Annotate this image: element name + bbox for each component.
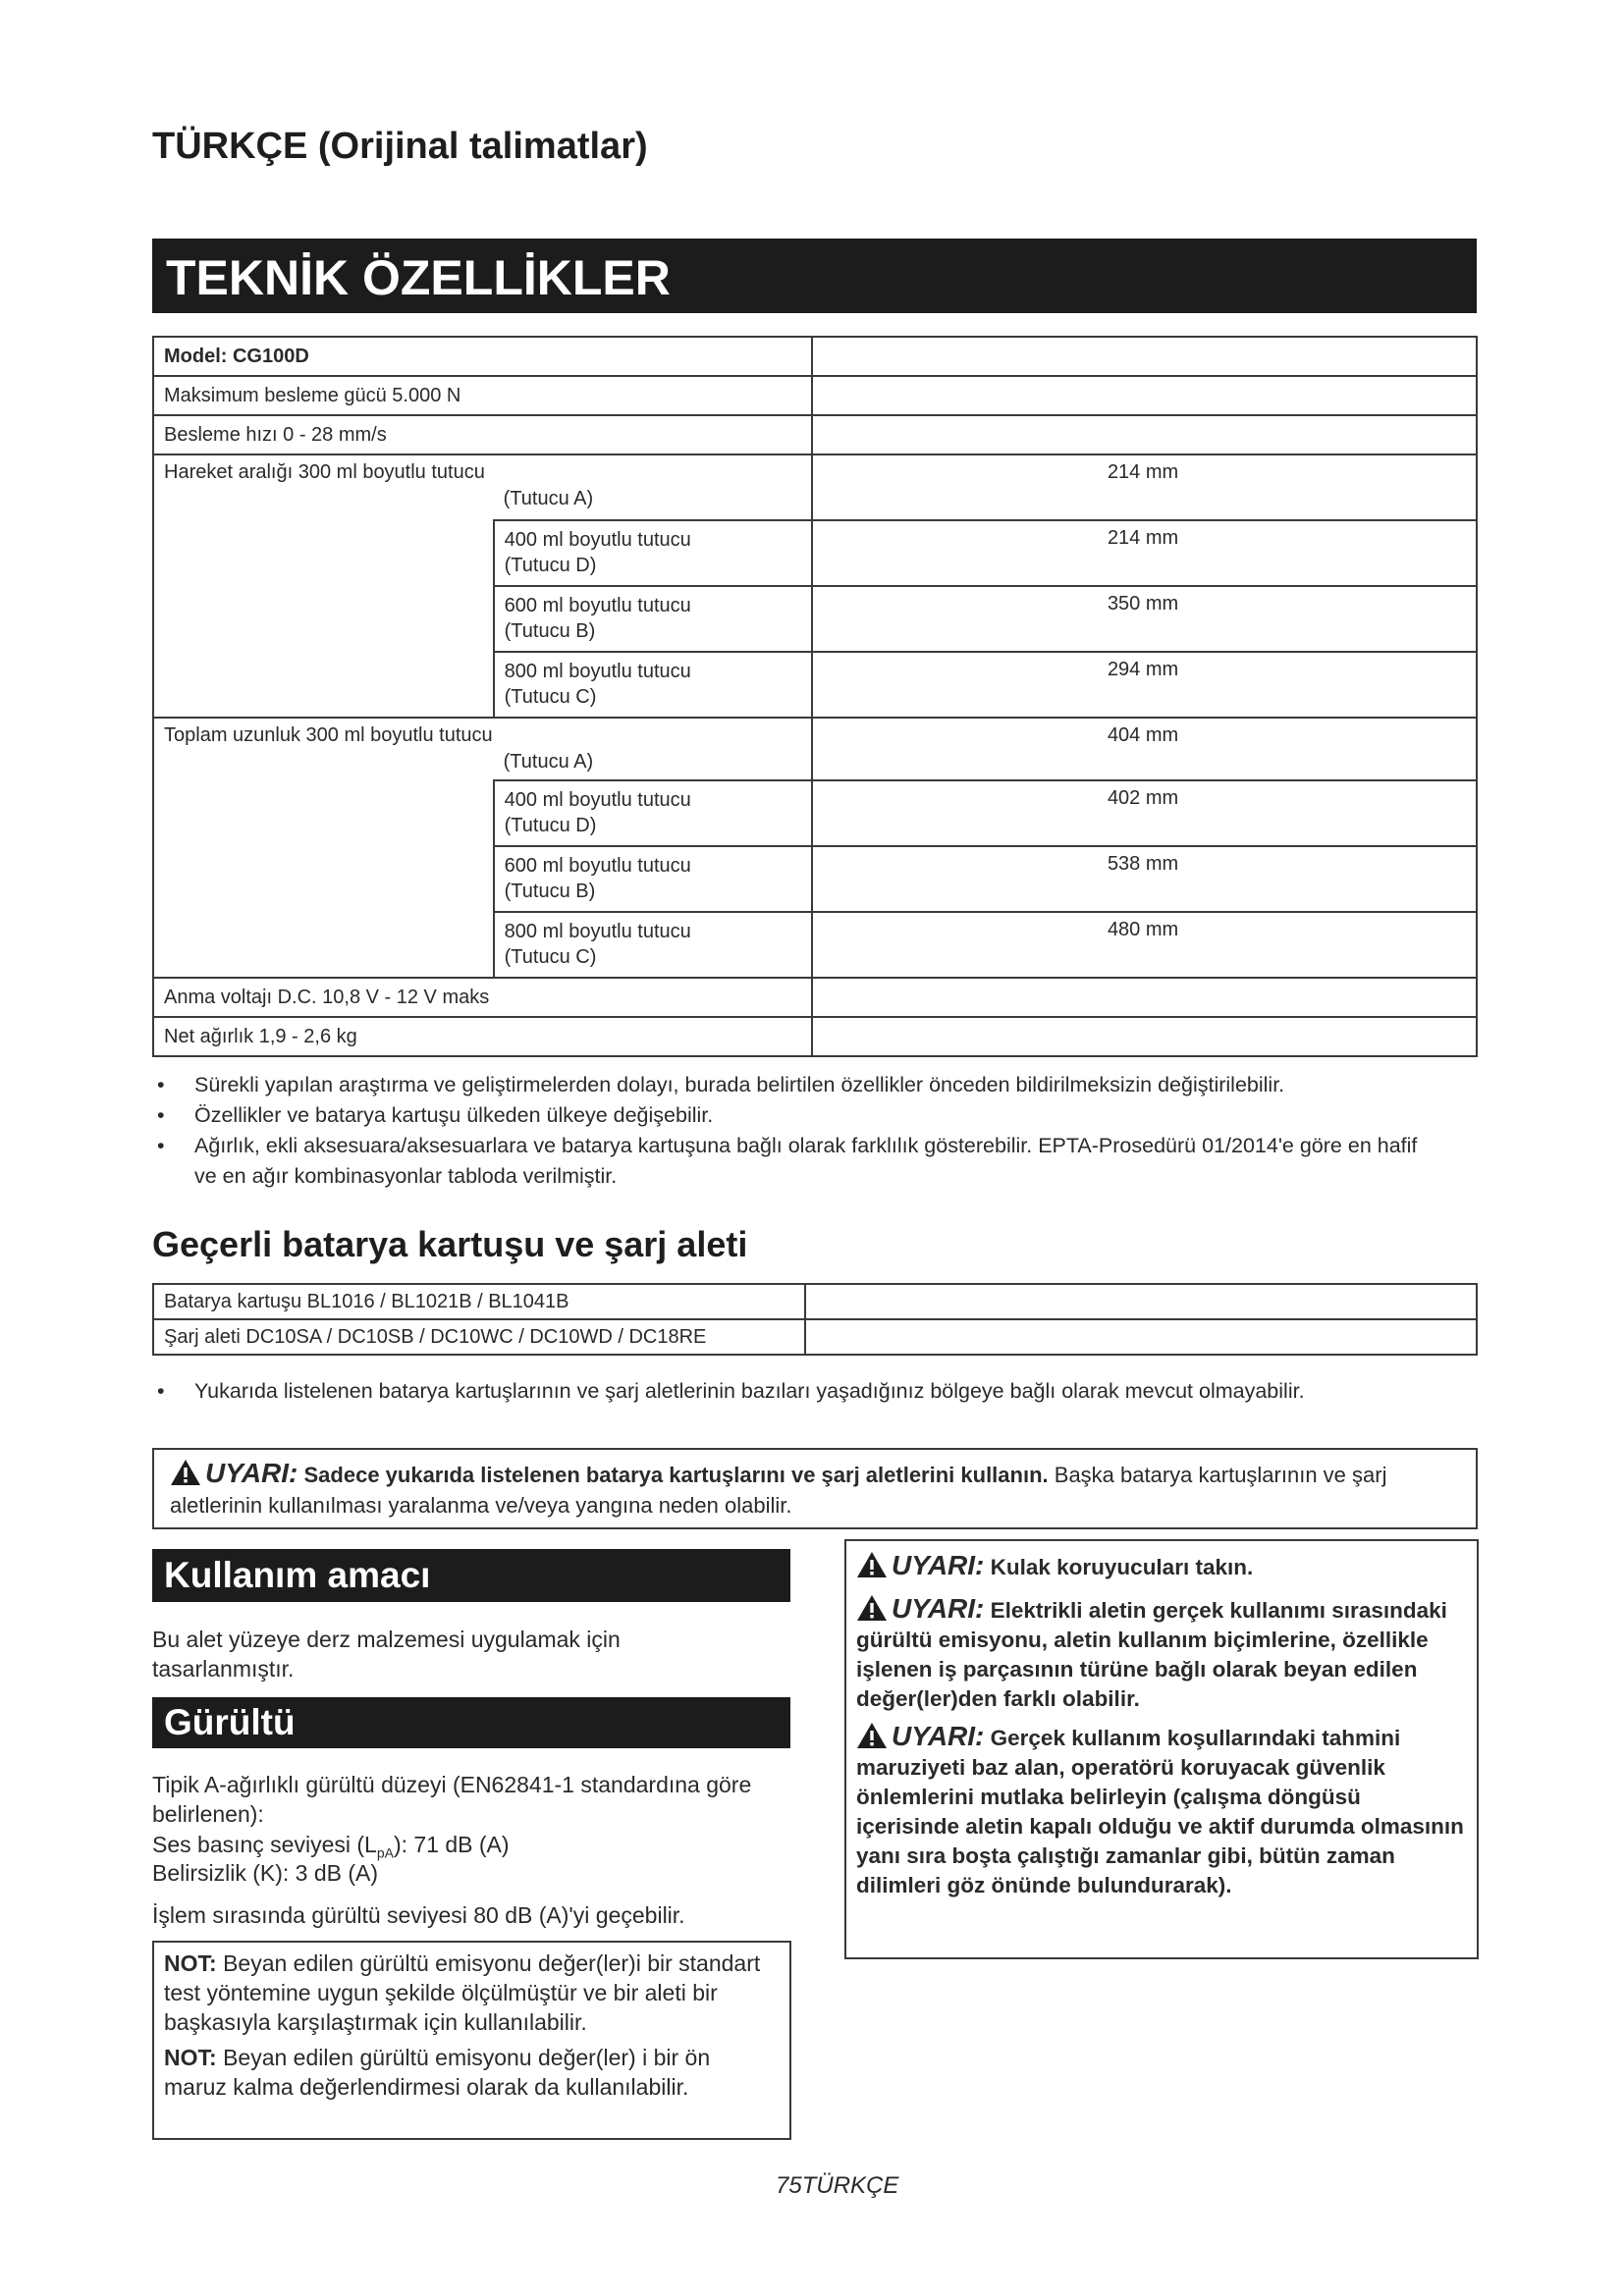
warning-label: UYARI: bbox=[892, 1550, 985, 1580]
empty-cell bbox=[812, 978, 1477, 1017]
warning-text: Kulak koruyucuları takın. bbox=[990, 1555, 1254, 1579]
bullet: • bbox=[157, 1379, 165, 1403]
list-item bbox=[157, 1070, 1492, 1100]
noise-note-1 bbox=[164, 1949, 780, 2037]
holder-id: (Tutucu C) bbox=[504, 686, 597, 708]
holder-id: (Tutucu D) bbox=[504, 555, 597, 576]
holder-id: (Tutucu D) bbox=[504, 815, 597, 836]
battery-cartridge-cell: Batarya kartuşu BL1016 / BL1021B / BL1041B bbox=[153, 1284, 805, 1319]
holder-id: (Tutucu B) bbox=[504, 881, 596, 902]
note-label: NOT: bbox=[164, 2045, 217, 2070]
length-value-a: 404 mm bbox=[812, 718, 1477, 780]
length-value-d: 402 mm bbox=[812, 780, 1477, 846]
noise-note-box bbox=[152, 1941, 791, 2140]
battery-section-title: Geçerli batarya kartuşu ve şarj aleti bbox=[152, 1224, 748, 1264]
weight-cell: Net ağırlık 1,9 - 2,6 kg bbox=[153, 1017, 812, 1056]
length-holder-d bbox=[494, 780, 812, 846]
warning-ear-protection bbox=[856, 1551, 1465, 1582]
empty-cell bbox=[812, 1017, 1477, 1056]
note-text: Sürekli yapılan araştırma ve geliştirmelerden dolayı, burada belirtilen özellikler önceden bildirilmeksizin değiştirilebilir. bbox=[194, 1073, 1285, 1096]
list-item bbox=[157, 1376, 1473, 1407]
model-cell: Model: CG100D bbox=[153, 337, 812, 376]
empty-cell bbox=[812, 415, 1477, 454]
stroke-holder-c bbox=[494, 652, 812, 718]
length-value-c: 480 mm bbox=[812, 912, 1477, 978]
length-label-cell bbox=[153, 718, 494, 978]
warning-label: UYARI: bbox=[892, 1593, 985, 1624]
length-holder-b bbox=[494, 846, 812, 912]
warning-triangle-icon bbox=[856, 1551, 888, 1578]
warning-triangle-icon bbox=[856, 1594, 888, 1622]
empty-cell bbox=[812, 376, 1477, 415]
list-item bbox=[157, 1100, 1492, 1131]
note-text: Ağırlık, ekli aksesuara/aksesuarlara ve batarya kartuşuna bağlı olarak farklılık gösterebilir. EPTA-Prosedürü 01/2014'e göre en hafif ve en ağır kombinasyonlar tabloda verilmiştir. bbox=[194, 1134, 1418, 1188]
stroke-label: Hareket aralığı 300 ml boyutlu tutucu bbox=[164, 461, 485, 483]
bullet: • bbox=[157, 1073, 165, 1096]
holder-id: (Tutucu C) bbox=[504, 946, 597, 968]
holder-size: 800 ml boyutlu tutucu bbox=[504, 921, 691, 942]
stroke-label-cell bbox=[153, 454, 494, 718]
noise-warnings-box bbox=[844, 1539, 1479, 1959]
stroke-holder-d bbox=[494, 520, 812, 586]
warning-safety-measures bbox=[856, 1722, 1465, 1900]
battery-table bbox=[152, 1283, 1478, 1356]
battery-notes bbox=[157, 1376, 1473, 1407]
length-value-b: 538 mm bbox=[812, 846, 1477, 912]
holder-id: (Tutucu B) bbox=[504, 620, 596, 642]
list-item bbox=[157, 1131, 1492, 1192]
noise-exceed: İşlem sırasında gürültü seviyesi 80 dB (A)'yi geçebilir. bbox=[152, 1902, 685, 1928]
specifications-banner-text: TEKNİK ÖZELLİKLER bbox=[166, 250, 671, 305]
spec-notes bbox=[157, 1070, 1492, 1192]
uncertainty: Belirsizlik (K): 3 dB (A) bbox=[152, 1860, 379, 1886]
holder-size: 600 ml boyutlu tutucu bbox=[504, 595, 691, 616]
warning-noise-emission bbox=[856, 1594, 1465, 1714]
battery-warning-box bbox=[152, 1448, 1478, 1529]
note-label: NOT: bbox=[164, 1950, 217, 1976]
bullet: • bbox=[157, 1103, 165, 1127]
sound-pressure-prefix: Ses basınç seviyesi (L bbox=[152, 1832, 377, 1857]
page-number: 75TÜRKÇE bbox=[776, 2172, 899, 2199]
warning-bold-text: Sadece yukarıda listelenen batarya kartuşlarını ve şarj aletlerini kullanın. bbox=[303, 1463, 1049, 1487]
note-text: Yukarıda listelenen batarya kartuşlarının ve şarj aletlerinin bazıları yaşadığınız bölgeye bağlı olarak mevcut olmayabilir. bbox=[194, 1379, 1305, 1403]
warning-label: UYARI: bbox=[892, 1721, 985, 1751]
feed-speed-cell: Besleme hızı 0 - 28 mm/s bbox=[153, 415, 812, 454]
empty-cell bbox=[805, 1319, 1477, 1355]
noise-intro: Tipik A-ağırlıklı gürültü düzeyi (EN62841-1 standardına göre belirlenen): bbox=[152, 1772, 752, 1827]
length-holder-c bbox=[494, 912, 812, 978]
note-text: Beyan edilen gürültü emisyonu değer(ler)i bir standart test yöntemine uygun şekilde ölçülmüştür ve bir aleti bir başkasıyla karşılaştırmak için kullanılabilir. bbox=[164, 1950, 761, 2035]
sound-pressure-suffix: ): 71 dB (A) bbox=[393, 1832, 510, 1857]
holder-size: 400 ml boyutlu tutucu bbox=[504, 529, 691, 551]
stroke-holder-a: (Tutucu A) bbox=[494, 454, 812, 520]
charger-cell: Şarj aleti DC10SA / DC10SB / DC10WC / DC10WD / DC18RE bbox=[153, 1319, 805, 1355]
stroke-value-b: 350 mm bbox=[812, 586, 1477, 652]
stroke-value-a: 214 mm bbox=[812, 454, 1477, 520]
note-text: Beyan edilen gürültü emisyonu değer(ler) i bir ön maruz kalma değerlendirmesi olarak da kullanılabilir. bbox=[164, 2045, 711, 2100]
stroke-value-d: 214 mm bbox=[812, 520, 1477, 586]
length-holder-a: (Tutucu A) bbox=[494, 718, 812, 780]
noise-bar bbox=[152, 1697, 790, 1748]
empty-cell bbox=[812, 337, 1477, 376]
warning-text: Başka batarya kartuşlarının ve şarj aletlerinin kullanılması yaralanma ve/veya yangına neden olabilir. bbox=[170, 1463, 1387, 1518]
warning-text: Elektrikli aletin gerçek kullanımı sırasındaki gürültü emisyonu, aletin kullanım biçimlerine, özellikle işlenen iş parçasının türüne bağlı olarak beyan edilen değer(ler)den farklı olabilir. bbox=[856, 1598, 1447, 1711]
sound-pressure-sub: pA bbox=[376, 1844, 394, 1861]
stroke-holder-b bbox=[494, 586, 812, 652]
warning-label: UYARI: bbox=[205, 1458, 298, 1488]
specifications-banner bbox=[152, 239, 1477, 313]
warning-text: Gerçek kullanım koşullarındaki tahmini maruziyeti baz alan, operatörü koruyacak güvenlik önlemlerini mutlaka belirleyin (çalışma döngüsü içerisinde aletin kapalı olduğu ve aktif durumda olmasının yanı sıra boşta çalıştığı zamanlar gibi, bütün zaman dilimleri göz önünde bulundurarak). bbox=[856, 1726, 1464, 1897]
specifications-table bbox=[152, 336, 1478, 1057]
empty-cell bbox=[805, 1284, 1477, 1319]
holder-size: 400 ml boyutlu tutucu bbox=[504, 789, 691, 811]
language-title: TÜRKÇE (Orijinal talimatlar) bbox=[152, 126, 648, 167]
warning-triangle-icon bbox=[856, 1722, 888, 1749]
stroke-value-c: 294 mm bbox=[812, 652, 1477, 718]
note-text: Özellikler ve batarya kartuşu ülkeden ülkeye değişebilir. bbox=[194, 1103, 714, 1127]
intended-use-title: Kullanım amacı bbox=[164, 1555, 431, 1595]
warning-triangle-icon bbox=[170, 1459, 201, 1486]
bullet: • bbox=[157, 1134, 165, 1157]
length-label: Toplam uzunluk 300 ml boyutlu tutucu bbox=[164, 724, 493, 746]
holder-size: 800 ml boyutlu tutucu bbox=[504, 661, 691, 682]
noise-note-2 bbox=[164, 2043, 780, 2102]
intended-use-bar bbox=[152, 1549, 790, 1602]
voltage-cell: Anma voltajı D.C. 10,8 V - 12 V maks bbox=[153, 978, 812, 1017]
intended-use-text: Bu alet yüzeye derz malzemesi uygulamak için tasarlanmıştır. bbox=[152, 1627, 621, 1682]
holder-size: 600 ml boyutlu tutucu bbox=[504, 855, 691, 877]
noise-title: Gürültü bbox=[164, 1702, 296, 1742]
max-force-cell: Maksimum besleme gücü 5.000 N bbox=[153, 376, 812, 415]
